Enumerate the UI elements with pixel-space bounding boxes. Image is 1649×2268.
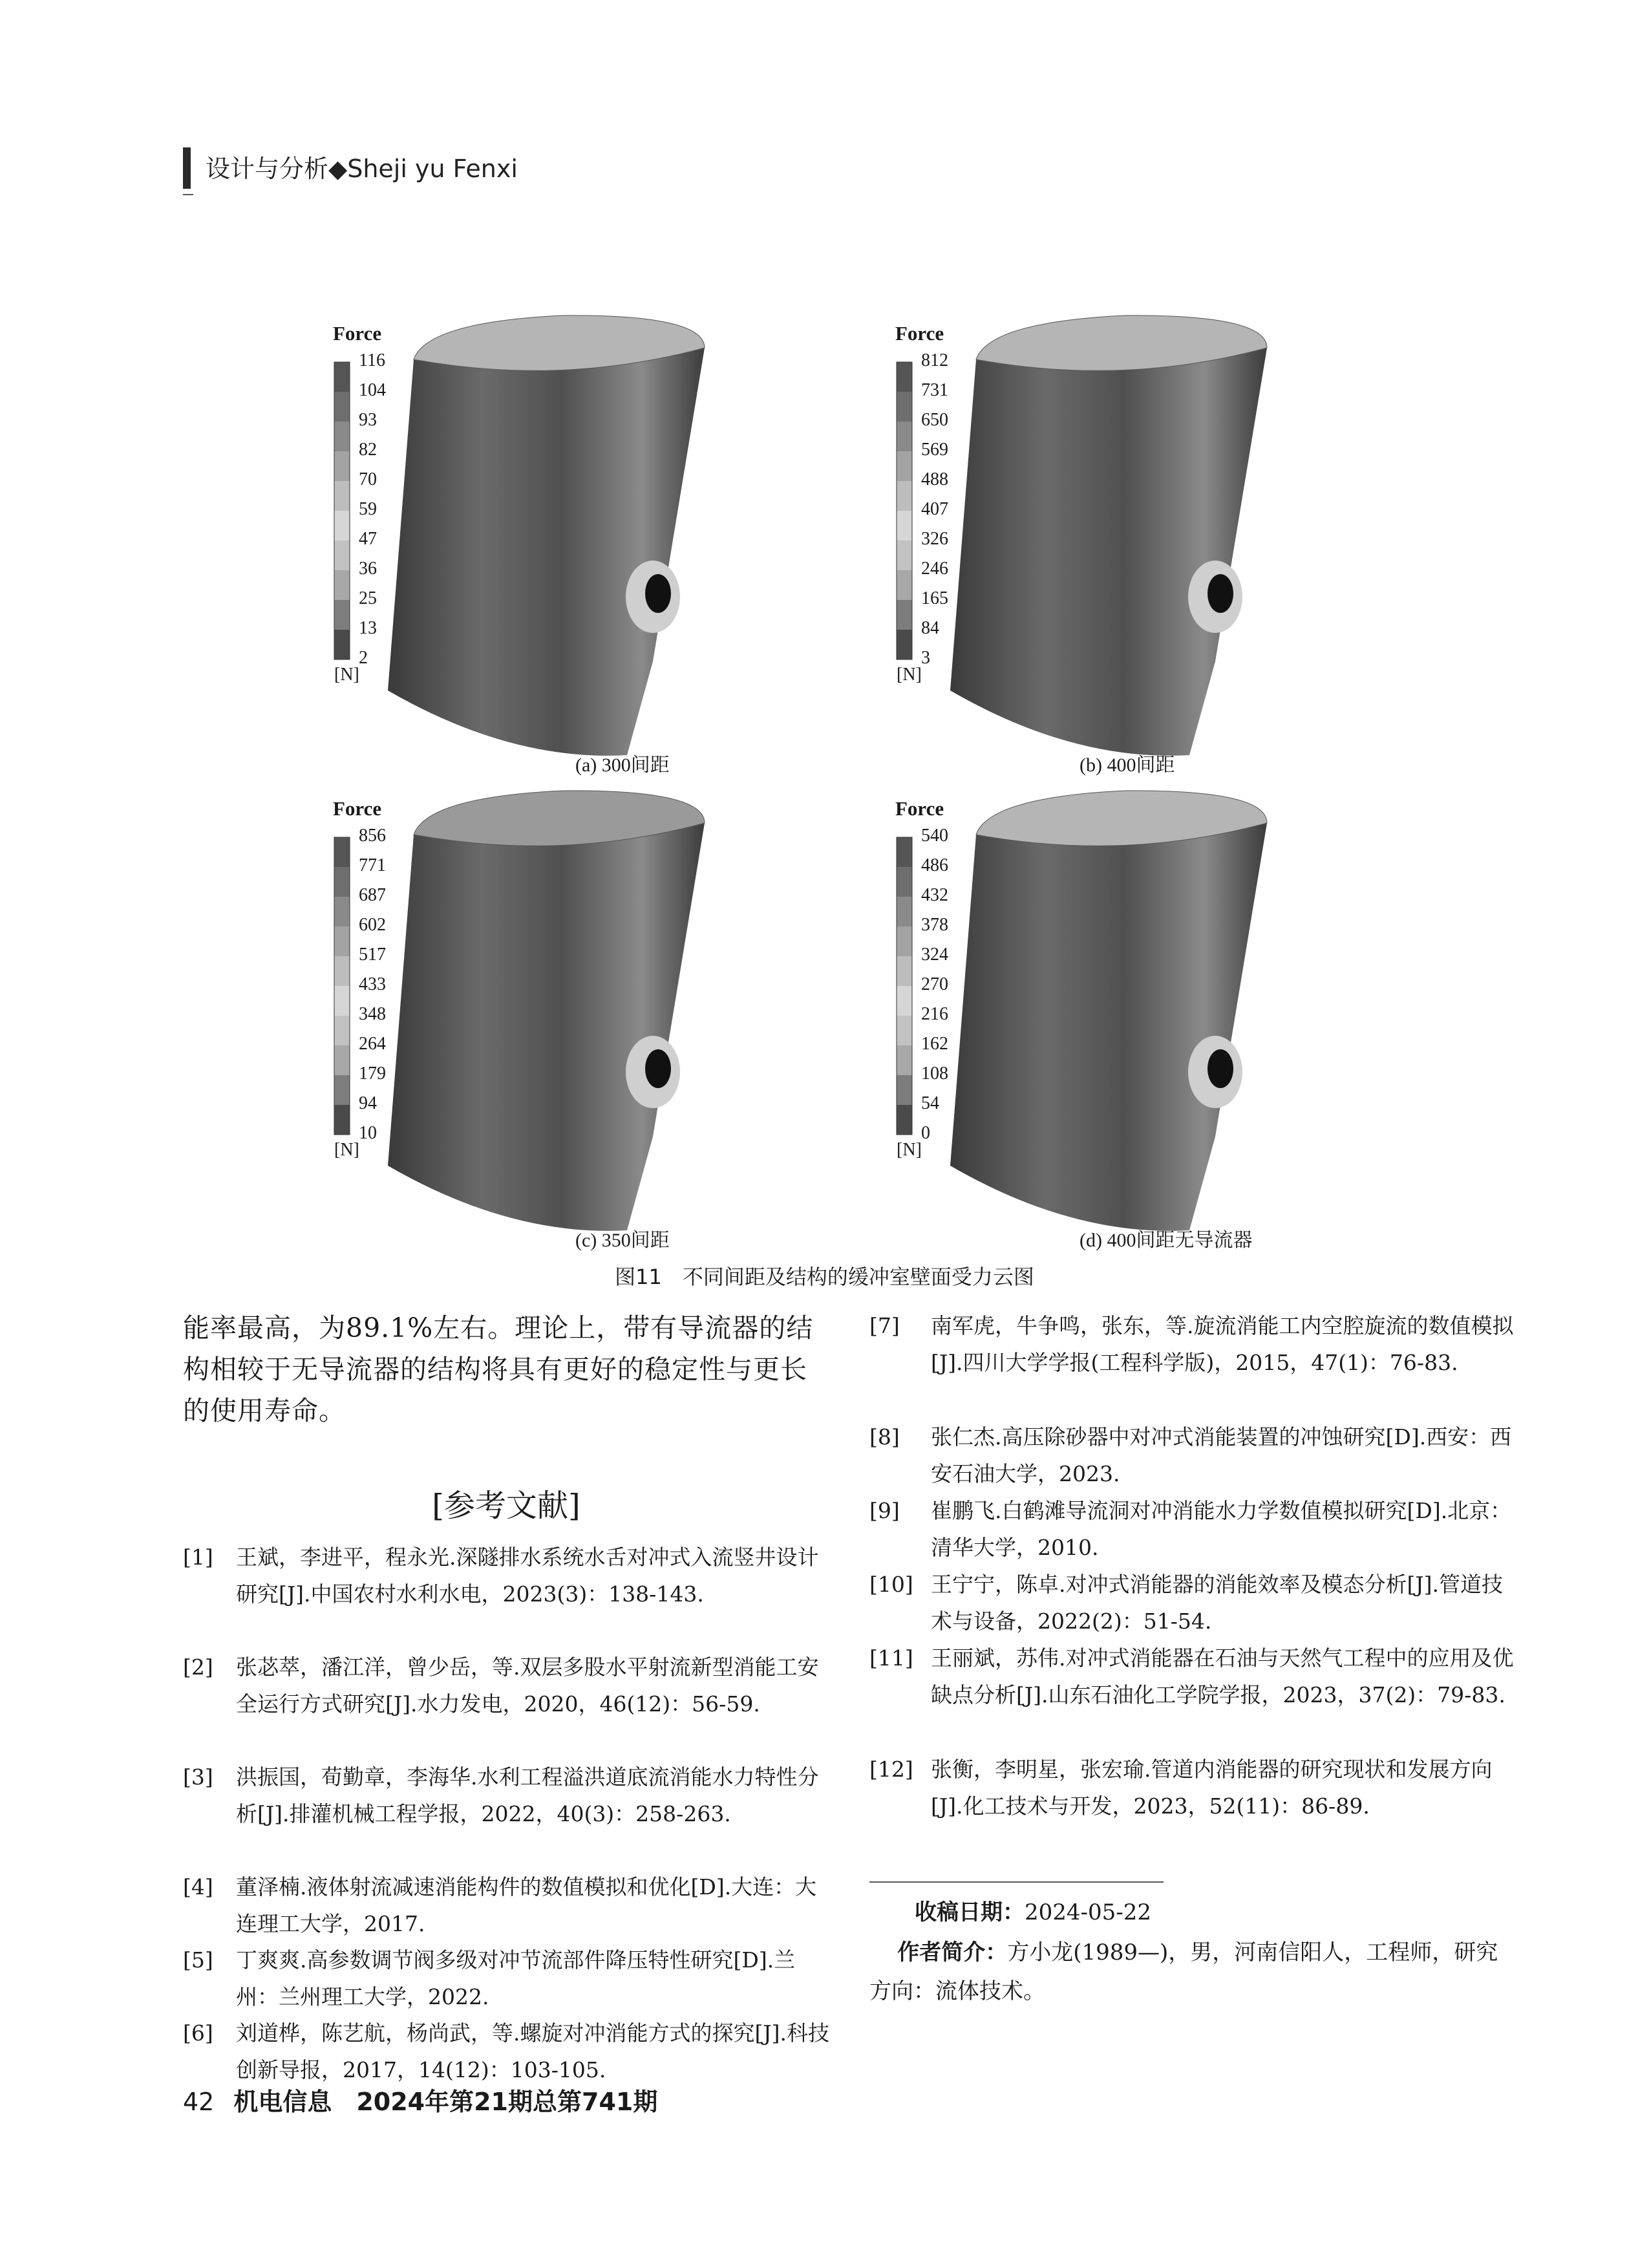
reference-text: 崔鹏飞.白鹤滩导流洞对冲消能水力学数值模拟研究[D].北京：清华大学，2010. (931, 1498, 1512, 1560)
reference-item (183, 1539, 829, 1612)
reference-number: [11] (869, 1645, 913, 1671)
reference-text: 丁爽爽.高参数调节阀多级对冲节流部件降压特性研究[D].兰州：兰州理工大学，2022. (236, 1947, 796, 2009)
reference-number: [2] (183, 1654, 213, 1680)
legend-swatch (334, 451, 350, 481)
legend-swatch (897, 1016, 912, 1045)
cylinder-model (950, 791, 1267, 1231)
legend-value: 324 (921, 945, 948, 965)
legend-swatch (334, 1016, 350, 1045)
header-rule (183, 194, 193, 195)
legend-unit: [N] (897, 665, 922, 685)
contour-plot (879, 309, 1390, 784)
legend-value: 264 (359, 1034, 386, 1054)
reference-item (183, 1649, 829, 1722)
legend-value: 348 (359, 1004, 386, 1024)
cylinder-model (388, 316, 705, 756)
legend-value: 378 (921, 915, 948, 935)
legend-swatch (897, 451, 912, 481)
legend-value: 0 (921, 1123, 930, 1143)
reference-number: [5] (183, 1947, 213, 1973)
figure-panel (879, 784, 1390, 1259)
legend-swatch (334, 630, 350, 659)
author-info (869, 1933, 1516, 2011)
legend-value: 488 (921, 469, 948, 489)
subfigure-caption: (b) 400间距 (1080, 754, 1175, 776)
legend-value: 812 (921, 350, 948, 370)
legend-value: 3 (921, 648, 930, 668)
legend-swatch (334, 1105, 350, 1135)
legend-value: 104 (359, 380, 386, 400)
legend-swatch (334, 362, 350, 392)
outlet-hole (645, 574, 671, 613)
legend-swatch (334, 540, 350, 570)
reference-item (183, 1759, 829, 1832)
outlet-hole (1207, 574, 1233, 613)
legend-swatch (897, 897, 912, 926)
legend-value: 25 (359, 588, 377, 608)
legend-swatch (897, 1045, 912, 1075)
received-date (915, 1894, 1151, 1926)
reference-item (183, 1868, 829, 1942)
legend-value: 54 (921, 1093, 939, 1113)
subfigure-caption: (d) 400间距无导流器 (1080, 1230, 1253, 1251)
reference-item (869, 1418, 1516, 1492)
figure-panel (317, 309, 827, 784)
body-paragraph: 能率最高，为89.1%左右。理论上，带有导流器的结构相较于无导流器的结构将具有更好的稳定性与更长的使用寿命。 (183, 1312, 814, 1426)
reference-number: [10] (869, 1572, 913, 1597)
cylinder-wall (388, 348, 705, 756)
legend-value: 165 (921, 588, 948, 608)
legend-unit: [N] (334, 665, 359, 685)
legend-swatch (334, 422, 350, 451)
contour-plot (317, 784, 827, 1259)
reference-text: 董泽楠.液体射流减速消能构件的数值模拟和优化[D].大连：大连理工大学，2017. (236, 1874, 817, 1936)
reference-item (869, 1640, 1516, 1713)
legend-value: 94 (359, 1093, 377, 1113)
page-number: 42 (183, 2088, 215, 2116)
journal-issue: 机电信息 2024年第21期总第741期 (233, 2088, 658, 2116)
legend-swatch (897, 511, 912, 540)
legend-value: 216 (921, 1004, 948, 1024)
reference-text: 王丽斌，苏伟.对冲式消能器在石油与天然气工程中的应用及优缺点分析[J].山东石油化工学院学报，2023，37(2)：79-83. (931, 1645, 1514, 1707)
legend-swatch (334, 837, 350, 867)
legend-value: 326 (921, 529, 948, 549)
legend-unit: [N] (334, 1140, 359, 1160)
legend-value: 84 (921, 618, 939, 638)
legend-swatch (334, 926, 350, 956)
legend-swatch (897, 570, 912, 600)
figure-11 (317, 309, 1338, 1259)
legend-value: 116 (359, 350, 385, 370)
legend-swatch (897, 1105, 912, 1135)
legend-swatch (897, 600, 912, 630)
legend-swatch (334, 956, 350, 986)
subfigure-caption: (c) 350间距 (575, 1230, 670, 1251)
cylinder-wall (950, 348, 1267, 756)
legend-value: 687 (359, 885, 386, 905)
legend-title: Force (895, 322, 944, 345)
legend-value: 93 (359, 410, 377, 430)
legend-swatch (334, 481, 350, 511)
legend-value: 59 (359, 499, 377, 519)
legend-title: Force (895, 797, 944, 820)
legend-swatch (334, 511, 350, 540)
legend-value: 650 (921, 410, 948, 430)
legend-value: 856 (359, 826, 386, 846)
reference-text: 张衡，李明星，张宏瑜.管道内消能器的研究现状和发展方向[J].化工技术与开发，2023，52(11)：86-89. (931, 1757, 1493, 1819)
legend-value: 270 (921, 974, 948, 994)
legend-value: 246 (921, 559, 948, 579)
outlet-hole (645, 1049, 671, 1088)
legend-value: 13 (359, 618, 377, 638)
cylinder-model (388, 791, 705, 1231)
reference-text: 王斌，李进平，程永光.深隧排水系统水舌对冲式入流竖井设计研究[J].中国农村水利水电，2023(3)：138-143. (236, 1545, 819, 1607)
legend-swatch (334, 392, 350, 422)
reference-text: 王宁宁，陈卓.对冲式消能器的消能效率及模态分析[J].管道技术与设备，2022(2)：51-54. (931, 1572, 1503, 1634)
contour-plot (879, 784, 1390, 1259)
legend-swatch (897, 956, 912, 986)
reference-item (869, 1751, 1516, 1824)
reference-item (869, 1492, 1516, 1566)
legend-swatch (334, 1075, 350, 1105)
legend-swatch (897, 392, 912, 422)
legend-value: 70 (359, 469, 377, 489)
reference-number: [3] (183, 1764, 213, 1790)
legend-swatch (897, 867, 912, 897)
legend-title: Force (333, 322, 382, 345)
reference-number: [1] (183, 1545, 213, 1570)
legend-swatch (334, 897, 350, 926)
cylinder-wall (950, 823, 1267, 1231)
header-bar (183, 147, 191, 189)
figure-caption: 图11 不同间距及结构的缓冲室壁面受力云图 (615, 1265, 1034, 1289)
legend-swatch (897, 422, 912, 451)
legend-value: 179 (359, 1064, 386, 1084)
legend-value: 569 (921, 440, 948, 460)
figure-panel (879, 309, 1390, 784)
reference-item (183, 2015, 829, 2088)
reference-text: 张苾萃，潘江洋，曾少岳，等.双层多股水平射流新型消能工安全运行方式研究[J].水力发电，2020，46(12)：56-59. (236, 1654, 819, 1717)
legend-value: 771 (359, 855, 386, 875)
legend-swatch (334, 867, 350, 897)
legend-value: 10 (359, 1123, 377, 1143)
legend-swatch (897, 540, 912, 570)
reference-text: 洪振国，荀勤章，李海华.水利工程溢洪道底流消能水力特性分析[J].排灌机械工程学报，2022，40(3)：258-263. (236, 1764, 819, 1826)
legend-swatch (897, 1075, 912, 1105)
page-footer (183, 2082, 657, 2117)
reference-text: 刘道桦，陈艺航，杨尚武，等.螺旋对冲消能方式的探究[J].科技创新导报，2017，14(12)：103-105. (236, 2020, 829, 2082)
reference-number: [9] (869, 1498, 900, 1523)
legend-swatch (897, 362, 912, 392)
legend-swatch (334, 1045, 350, 1075)
legend-swatch (334, 600, 350, 630)
reference-number: [8] (869, 1424, 900, 1450)
author-value: 方小龙(1989—)，男，河南信阳人，工程师，研究方向：流体技术。 (869, 1940, 1498, 2004)
legend-value: 602 (359, 915, 386, 935)
legend-title: Force (333, 797, 382, 820)
reference-text: 张仁杰.高压除砂器中对冲式消能装置的冲蚀研究[D].西安：西安石油大学，2023. (931, 1424, 1512, 1486)
reference-number: [7] (869, 1313, 900, 1338)
footnote-rule (869, 1881, 1164, 1883)
reference-number: [12] (869, 1757, 913, 1782)
legend-swatch (897, 630, 912, 659)
references-heading: [参考文献] (432, 1488, 580, 1524)
legend-value: 47 (359, 529, 377, 549)
legend-value: 731 (921, 380, 948, 400)
cylinder-wall (388, 823, 705, 1231)
legend-value: 2 (359, 648, 368, 668)
legend-value: 108 (921, 1064, 948, 1084)
running-header: 设计与分析◆Sheji yu Fenxi (206, 155, 518, 183)
legend-value: 486 (921, 855, 948, 875)
legend-swatch (334, 570, 350, 600)
contour-plot (317, 309, 827, 784)
legend-value: 433 (359, 974, 386, 994)
legend-swatch (334, 986, 350, 1016)
legend-value: 432 (921, 885, 948, 905)
reference-number: [4] (183, 1874, 213, 1899)
outlet-hole (1207, 1049, 1233, 1088)
legend-value: 36 (359, 559, 377, 579)
legend-swatch (897, 837, 912, 867)
legend-swatch (897, 481, 912, 511)
reference-item (869, 1566, 1516, 1640)
legend-value: 407 (921, 499, 948, 519)
legend-unit: [N] (897, 1140, 922, 1160)
reference-item (869, 1307, 1516, 1381)
received-label: 收稿日期： (915, 1899, 1025, 1925)
author-label: 作者简介： (897, 1940, 1008, 1965)
legend-swatch (897, 986, 912, 1016)
legend-value: 162 (921, 1034, 948, 1054)
figure-panel (317, 784, 827, 1259)
legend-value: 540 (921, 826, 948, 846)
subfigure-caption: (a) 300间距 (575, 754, 670, 776)
cylinder-model (950, 316, 1267, 756)
reference-number: [6] (183, 2020, 213, 2046)
reference-text: 南军虎，牛争鸣，张东，等.旋流消能工内空腔旋流的数值模拟[J].四川大学学报(工程科学版)，2015，47(1)：76-83. (931, 1313, 1514, 1375)
legend-value: 517 (359, 945, 386, 965)
reference-item (183, 1942, 829, 2015)
received-value: 2024-05-22 (1025, 1899, 1152, 1925)
legend-value: 82 (359, 440, 377, 460)
legend-swatch (897, 926, 912, 956)
